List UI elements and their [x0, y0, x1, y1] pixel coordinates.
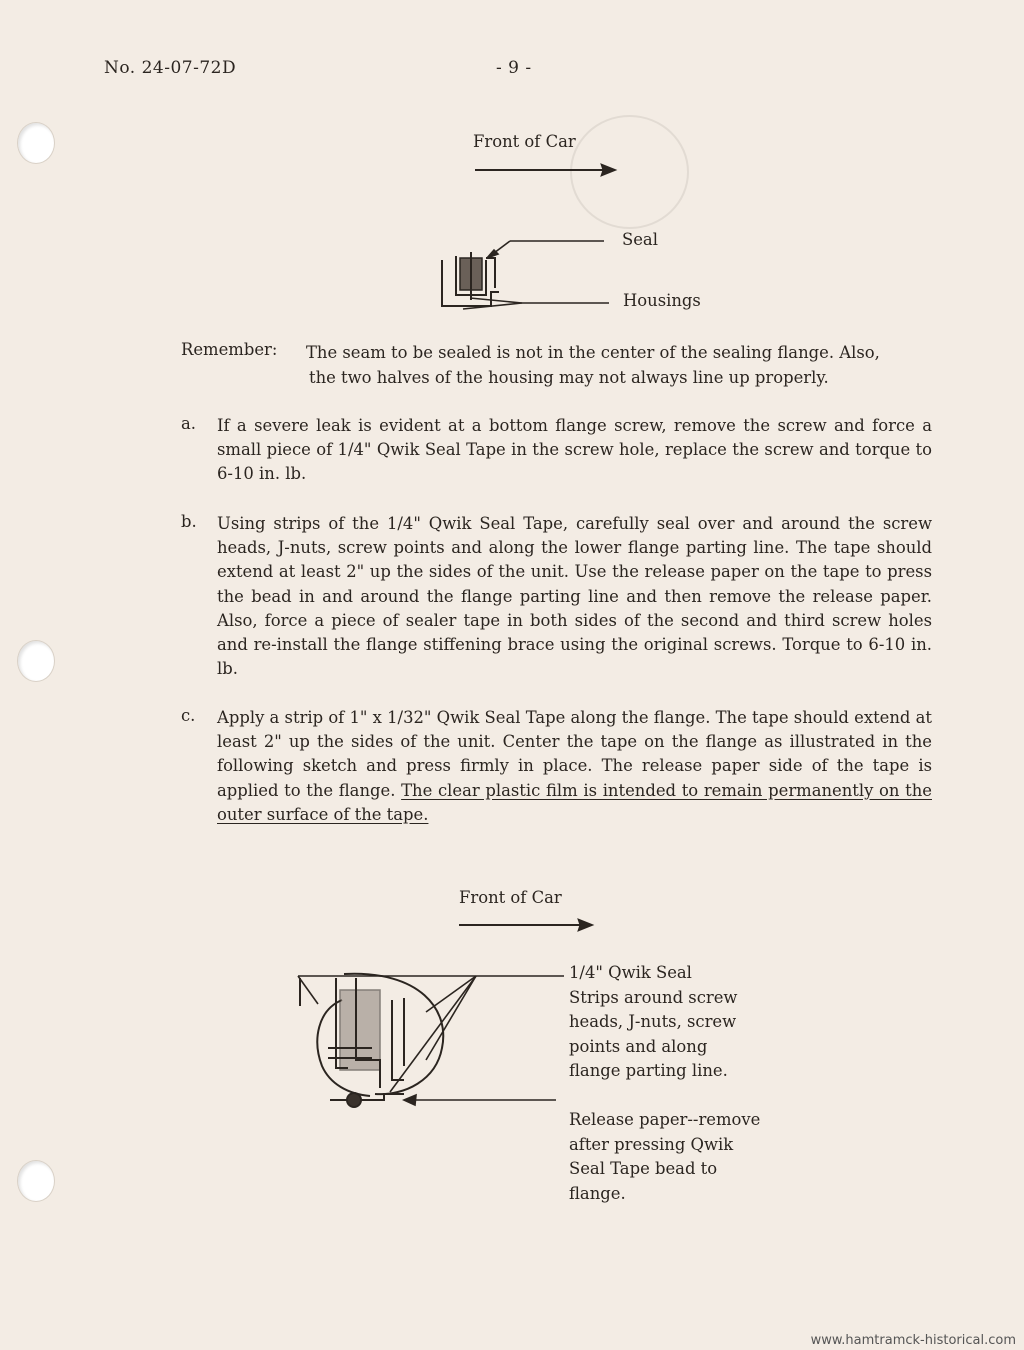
callout1-line-3: heads, J-nuts, screw [569, 1012, 737, 1032]
remember-line-2: the two halves of the housing may not always line up properly. [309, 368, 829, 387]
figure2-front-of-car-label: Front of Car [459, 888, 562, 907]
step-c-letter: c. [181, 706, 196, 725]
step-b-text: Using strips of the 1/4" Qwik Seal Tape, carefully seal over and around the screw heads, J-nuts, screw points and along the lower flange parting line. The tape should extend at least 2" up the sides of the unit. Use the release paper on the tape to press the bead in and around the flange parting line and then remove the release paper. Also, force a piece of sealer tape in both sides of the second and third screw holes and re-install the flange stiffening brace using the original screws. Torque to 6-10 in. lb. [217, 514, 932, 679]
figure1-housings-label: Housings [623, 291, 701, 310]
callout1-line-5: flange parting line. [569, 1061, 728, 1081]
step-c-underlined-note: The clear plastic film is intended to remain permanently on the outer surface of the tape. [217, 780, 932, 824]
document-number: No. 24-07-72D [104, 58, 237, 78]
figure1-seal-label: Seal [622, 230, 658, 249]
step-c-paragraph [217, 706, 932, 827]
figure2-callout-release-paper [569, 1108, 760, 1206]
step-a-text: If a severe leak is evident at a bottom flange screw, remove the screw and force a small piece of 1/4" Qwik Seal Tape in the screw hole, replace the screw and torque to 6-10 in. lb. [217, 416, 932, 484]
page-number: - 9 - [496, 58, 532, 78]
figure1-leader-lines [463, 241, 609, 309]
figure2-seal-sketch [300, 974, 443, 1107]
callout1-line-4: points and along [569, 1036, 708, 1056]
step-b-letter: b. [181, 512, 197, 531]
figure2-callout-seal-strips [569, 961, 737, 1084]
callout2-line-2: after pressing Qwik [569, 1134, 734, 1154]
figure1-front-arrow [475, 164, 616, 176]
remember-text [306, 340, 938, 390]
figure2-front-arrow [459, 919, 593, 931]
figure1-front-of-car-label: Front of Car [473, 132, 576, 151]
callout2-line-1: Release paper--remove [569, 1110, 761, 1129]
callout2-line-3: Seal Tape bead to [569, 1159, 718, 1179]
step-a-letter: a. [181, 414, 196, 433]
step-c-text: Apply a strip of 1" x 1/32" Qwik Seal Tape along the flange. The tape should extend at least 2" up the sides of the unit. Center the tape on the flange as illustrated in the following sketch and press firmly in place. The release paper side of the tape is applied to the flange. [217, 708, 932, 800]
callout1-line-2: Strips around screw [569, 987, 738, 1007]
remember-line-1: The seam to be sealed is not in the center of the sealing flange. Also, [306, 343, 880, 362]
callout2-line-4: flange. [569, 1183, 626, 1203]
website-watermark: www.hamtramck-historical.com [810, 1333, 1016, 1348]
remember-label: Remember: [181, 340, 278, 359]
callout1-line-1: 1/4" Qwik Seal [569, 963, 692, 982]
